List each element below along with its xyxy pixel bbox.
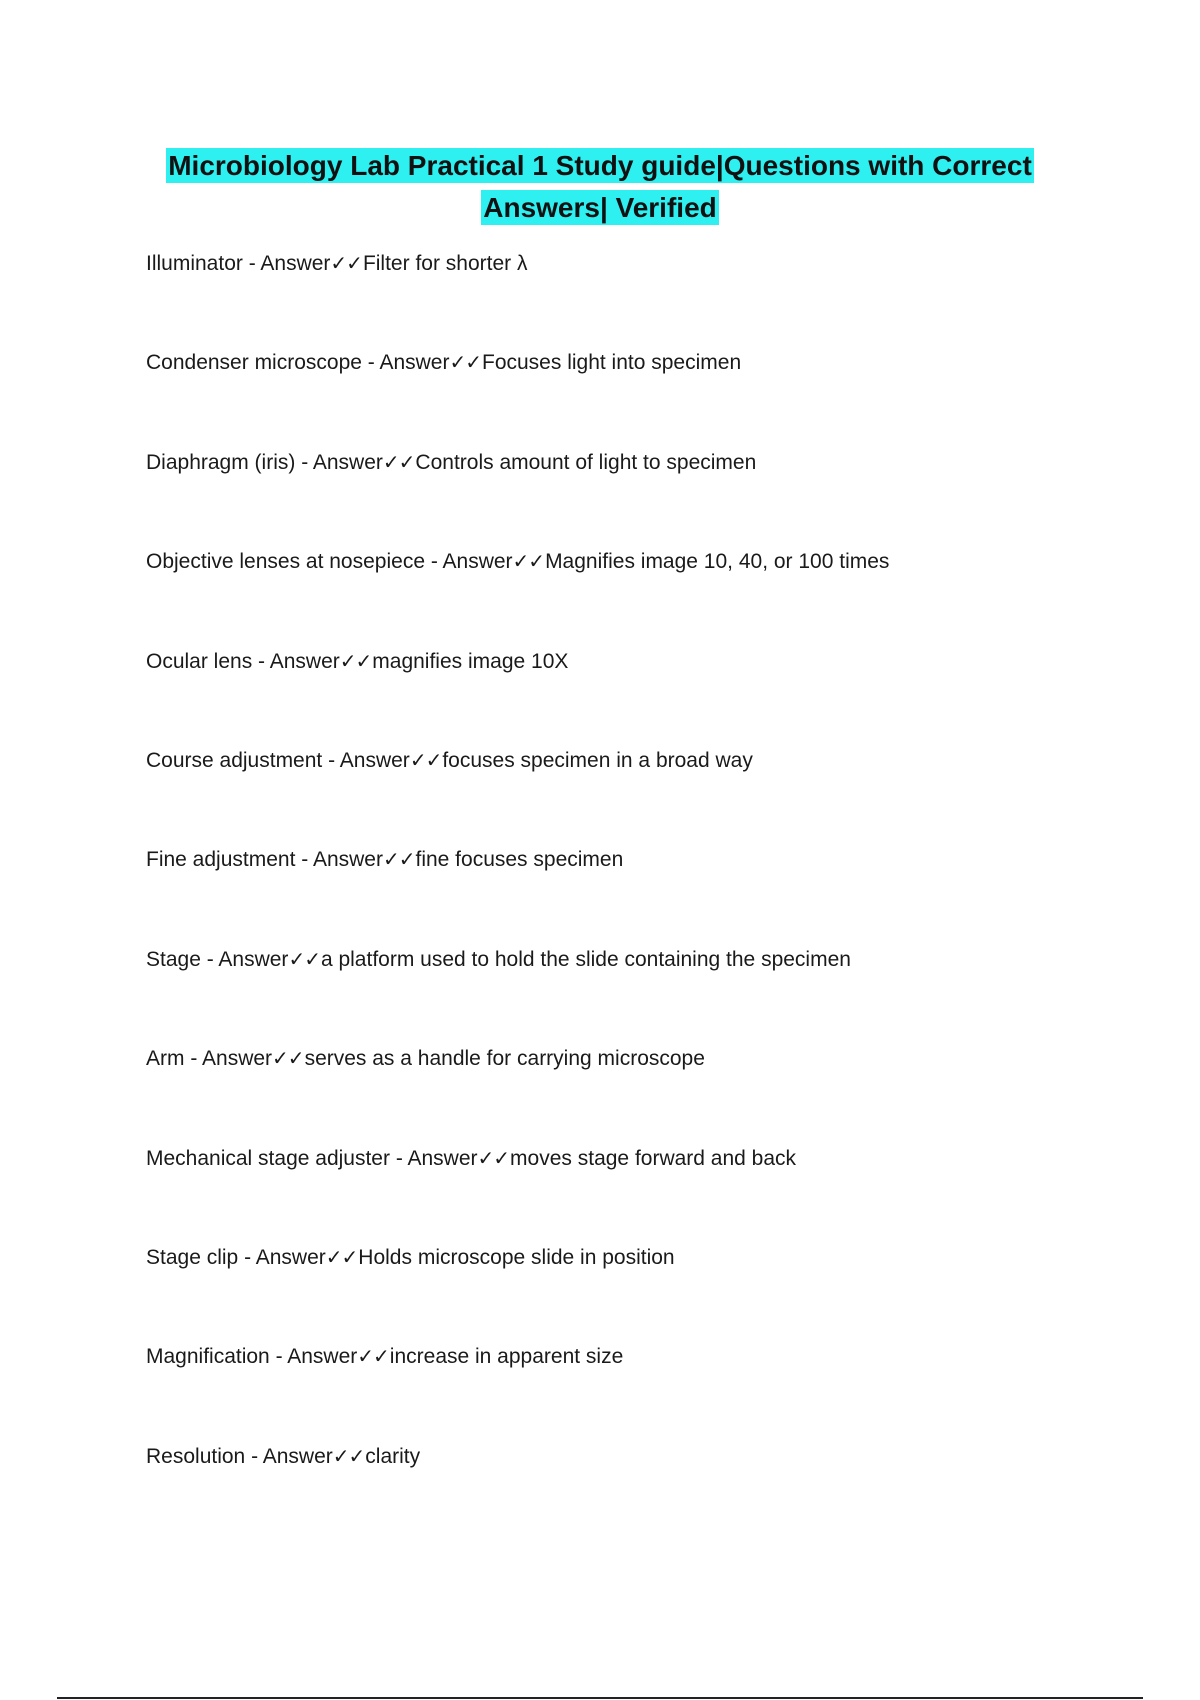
qa-answer: Magnifies image 10, 40, or 100 times [545,550,890,574]
qa-item: Resolution - Answer✓✓clarity [146,1443,421,1468]
qa-term: Resolution [146,1444,246,1468]
qa-term: Magnification [146,1345,270,1369]
qa-item: Stage clip - Answer✓✓Holds microscope slide in position [146,1244,675,1269]
answer-marker: Answer [339,748,410,772]
qa-term: Course adjustment [146,748,323,772]
double-check-icon: ✓✓ [288,946,320,971]
qa-answer: magnifies image 10X [372,649,569,673]
answer-marker: Answer [312,450,383,474]
qa-answer: clarity [365,1444,421,1468]
qa-item: Stage - Answer✓✓a platform used to hold the slide containing the specimen [146,946,851,971]
answer-marker: Answer [287,1345,358,1369]
qa-item: Illuminator - Answer✓✓Filter for shorter λ [146,251,528,275]
qa-item: Magnification - Answer✓✓increase in apparent size [146,1344,624,1369]
qa-answer: Holds microscope slide in position [358,1245,675,1269]
qa-term: Diaphragm (iris) [146,450,296,474]
answer-marker: Answer [218,947,289,971]
qa-answer: moves stage forward and back [510,1146,797,1170]
double-check-icon: ✓✓ [330,251,362,275]
title-line-1: Microbiology Lab Practical 1 Study guide|Questions with Correct [168,150,1032,181]
title-line-2: Answers| Verified [483,192,717,223]
answer-marker: Answer [202,1047,273,1071]
qa-item: Course adjustment - Answer✓✓focuses specimen in a broad way [146,747,753,772]
qa-term: Stage [146,947,201,971]
double-check-icon: ✓✓ [449,350,481,375]
double-check-icon: ✓✓ [272,1046,304,1071]
qa-item: Objective lenses at nosepiece - Answer✓✓Magnifies image 10, 40, or 100 times [146,549,890,574]
qa-term: Illuminator [146,252,243,275]
qa-answer: fine focuses specimen [415,848,624,872]
qa-answer: focuses specimen in a broad way [442,748,753,772]
footer-divider [57,1697,1143,1699]
qa-term: Fine adjustment [146,848,296,872]
double-check-icon: ✓✓ [332,1443,365,1468]
answer-marker: Answer [269,649,340,673]
answer-marker: Answer [262,1444,333,1468]
qa-item: Ocular lens - Answer✓✓magnifies image 10X [146,648,569,673]
double-check-icon: ✓✓ [477,1145,510,1170]
qa-term: Objective lenses at nosepiece [146,550,425,574]
double-check-icon: ✓✓ [357,1344,389,1369]
qa-item: Condenser microscope - Answer✓✓Focuses light into specimen [146,350,742,375]
qa-answer: a platform used to hold the slide containing the specimen [320,947,851,971]
double-check-icon: ✓✓ [409,747,442,772]
qa-answer: Controls amount of light to specimen [415,450,757,474]
qa-item: Arm - Answer✓✓serves as a handle for carrying microscope [146,1046,705,1071]
answer-marker: Answer [379,351,450,375]
qa-item: Diaphragm (iris) - Answer✓✓Controls amount of light to specimen [146,449,757,474]
qa-list [146,250,1146,1542]
answer-marker: Answer [407,1146,478,1170]
answer-marker: Answer [442,550,513,574]
qa-item: Fine adjustment - Answer✓✓fine focuses specimen [146,847,624,872]
qa-answer: Focuses light into specimen [482,351,742,375]
answer-marker: Answer [312,848,383,872]
qa-term: Ocular lens [146,649,253,673]
double-check-icon: ✓✓ [382,847,415,872]
qa-term: Arm [146,1047,185,1071]
double-check-icon: ✓✓ [512,549,545,574]
answer-marker: Answer [255,1245,326,1269]
double-check-icon: ✓✓ [339,648,372,673]
qa-term: Condenser microscope [146,351,362,375]
qa-term: Stage clip [146,1245,239,1269]
qa-answer: increase in apparent size [389,1345,624,1369]
answer-marker: Answer [260,252,331,275]
qa-term: Mechanical stage adjuster [146,1146,390,1170]
qa-item: Mechanical stage adjuster - Answer✓✓moves stage forward and back [146,1145,797,1170]
document-title [120,145,1080,229]
double-check-icon: ✓✓ [382,449,415,474]
qa-answer: serves as a handle for carrying microscope [304,1047,705,1071]
qa-answer: Filter for shorter λ [362,252,528,275]
double-check-icon: ✓✓ [325,1244,358,1269]
